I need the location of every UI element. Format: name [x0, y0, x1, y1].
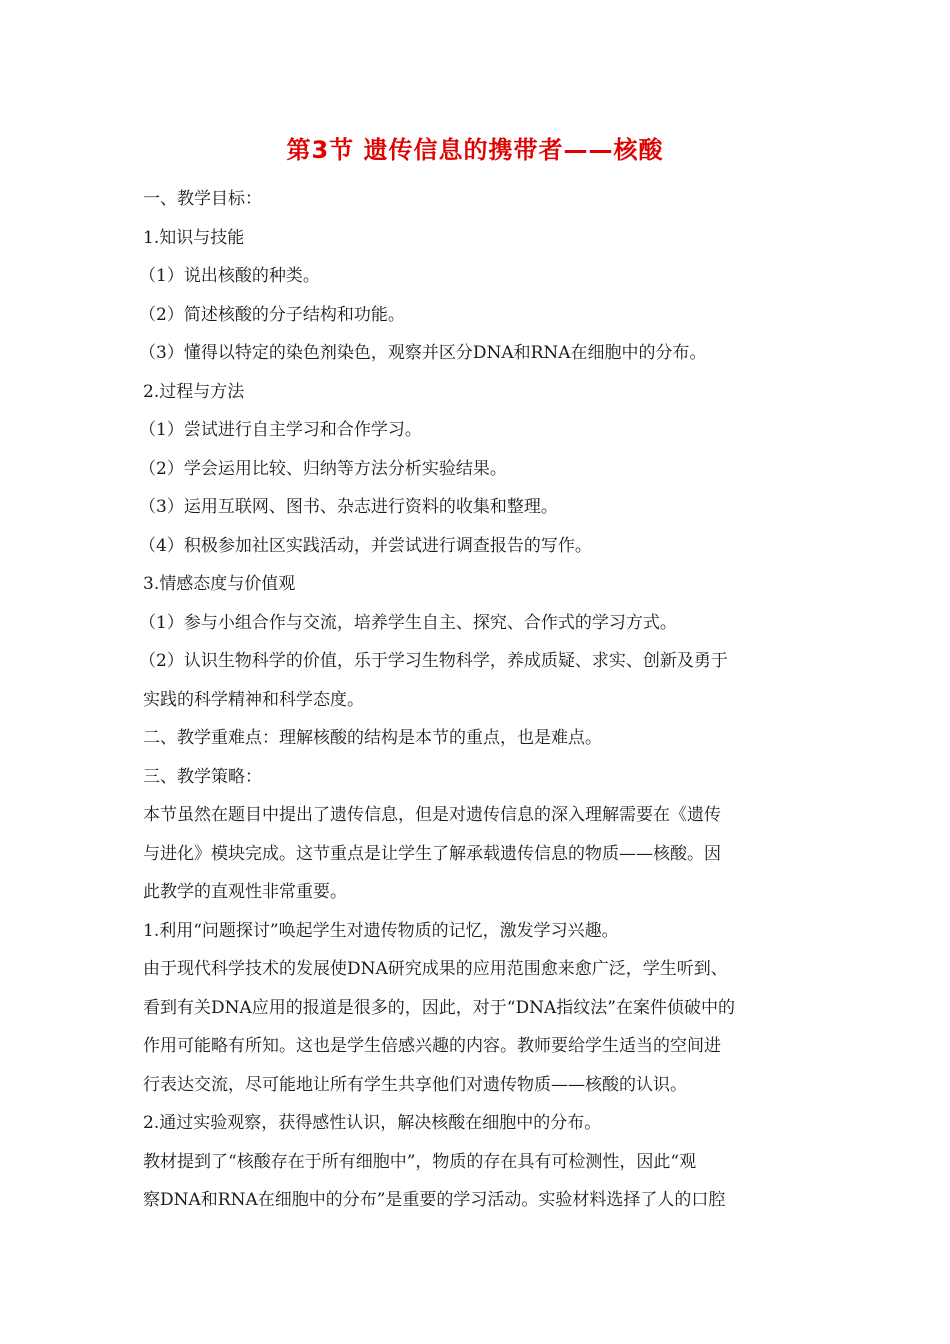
section-heading-strategy: 三、教学策略：: [143, 766, 262, 787]
subsection-heading: 3.情感态度与价值观: [143, 574, 296, 594]
list-item: （1）参与小组合作与交流，培养学生自主、探究、合作式的学习方式。: [139, 612, 677, 633]
list-item: （1）说出核酸的种类。: [139, 266, 320, 286]
paragraph-line: 实践的科学精神和科学态度。: [143, 689, 364, 710]
section-heading-objectives: 一、教学目标：: [143, 189, 262, 209]
subsection-heading: 2.通过实验观察，获得感性认识，解决核酸在细胞中的分布。: [143, 1113, 602, 1133]
subsection-heading: 1.利用“问题探讨”唤起学生对遗传物质的记忆，激发学习兴趣。: [143, 920, 619, 941]
subsection-heading: 2.过程与方法: [143, 381, 245, 402]
document-body: [139, 180, 807, 1220]
paragraph-line: 看到有关DNA应用的报道是很多的，因此，对于“DNA指纹法”在案件侦破中的: [143, 997, 735, 1018]
list-item: （2）学会运用比较、归纳等方法分析实验结果。: [139, 458, 507, 479]
list-item: （2）认识生物科学的价值，乐于学习生物科学，养成质疑、求实、创新及勇于: [139, 651, 728, 671]
paragraph-line: 行表达交流，尽可能地让所有学生共享他们对遗传物质——核酸的认识。: [143, 1074, 687, 1095]
document-title: 第3节 遗传信息的携带者——核酸: [286, 136, 664, 164]
list-item: （3）懂得以特定的染色剂染色，观察并区分DNA和RNA在细胞中的分布。: [139, 343, 707, 363]
paragraph-line: 教材提到了“核酸存在于所有细胞中”，物质的存在具有可检测性，因此“观: [143, 1151, 697, 1172]
section-heading-key-points: 二、教学重难点：理解核酸的结构是本节的重点，也是难点。: [143, 728, 602, 748]
paragraph-line: 此教学的直观性非常重要。: [143, 882, 347, 902]
subsection-heading: 1.知识与技能: [143, 227, 245, 248]
paragraph-line: 察DNA和RNA在细胞中的分布”是重要的学习活动。实验材料选择了人的口腔: [143, 1190, 726, 1210]
list-item: （3）运用互联网、图书、杂志进行资料的收集和整理。: [139, 497, 558, 517]
list-item: （4）积极参加社区实践活动，并尝试进行调查报告的写作。: [139, 535, 592, 556]
paragraph-line: 本节虽然在题目中提出了遗传信息，但是对遗传信息的深入理解需要在《遗传: [143, 805, 721, 825]
list-item: （2）简述核酸的分子结构和功能。: [139, 304, 405, 325]
paragraph-line: 与进化》模块完成。这节重点是让学生了解承载遗传信息的物质——核酸。因: [143, 843, 721, 864]
list-item: （1）尝试进行自主学习和合作学习。: [139, 420, 422, 440]
paragraph-line: 作用可能略有所知。这也是学生倍感兴趣的内容。教师要给学生适当的空间进: [143, 1036, 721, 1056]
paragraph-line: 由于现代科学技术的发展使DNA研究成果的应用范围愈来愈广泛，学生听到、: [143, 959, 728, 979]
